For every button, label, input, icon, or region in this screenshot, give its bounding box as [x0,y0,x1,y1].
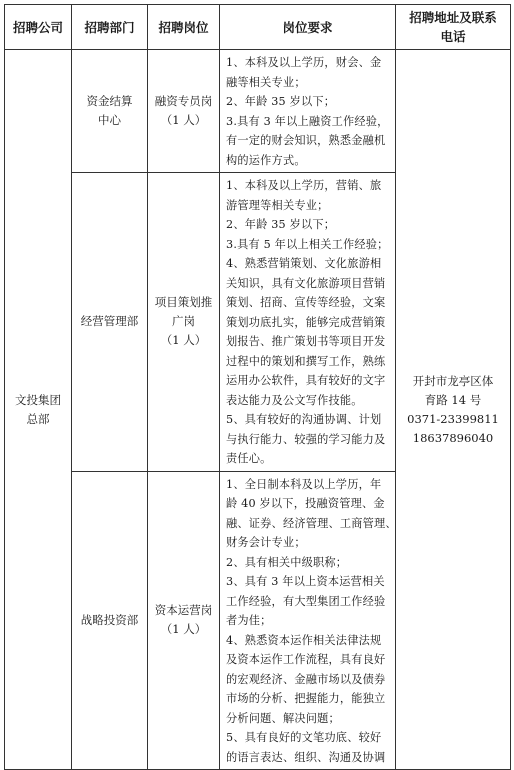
position-line2: （1 人） [160,622,207,637]
requirement-line: 融等相关专业； [226,75,306,89]
department-cell [72,50,148,173]
requirement-line: 3.具有 5 年以上相关工作经验； [226,237,389,251]
requirement-line: 策划、招商、宣传等经验，文案 [226,296,386,309]
requirement-line: 的语言表达、组织、沟通及协调 [226,750,386,764]
company-line2: 总部 [26,411,50,426]
contact-address-line1: 开封市龙亭区体 [412,373,494,388]
requirement-line: 表达能力及公文写作技能。 [226,393,363,407]
header-contact-line1: 招聘地址及联系 [409,10,497,25]
position-line1: 融资专员岗 [154,94,213,108]
requirement-line: 责任心。 [226,452,272,465]
requirements-cell [220,471,396,770]
requirement-line: 关知识，具有文化旅游项目营销 [226,276,386,290]
position-cell [148,50,220,173]
header-department: 招聘部门 [72,5,148,50]
requirement-line: 策划功底扎实，能够完成营销策 [226,315,386,329]
requirement-line: 2、年龄 35 岁以下； [226,218,336,231]
position-line1: 资本运营岗 [154,603,213,618]
requirement-line: 运用办公软件，具有较好的文字 [226,374,386,387]
requirements-cell [220,50,396,173]
requirement-line: 2、年龄 35 岁以下； [226,95,336,108]
company-cell [5,50,72,770]
position-line2: 广岗 [172,314,195,329]
department-line1: 战略投资部 [80,612,139,627]
requirement-line: 1、本科及以上学历，营销、旅 [226,179,382,192]
requirement-line: 龄 40 岁以下，投融资管理、金 [226,497,385,510]
requirement-line: 市场的分析、把握能力，能独立 [226,692,386,705]
requirement-line: 游管理等相关专业； [226,198,329,212]
contact-phone-landline: 0371-23399811 [407,411,499,426]
position-line1: 项目策划推 [154,295,213,310]
position-line3: （1 人） [160,333,207,348]
requirement-line: 4、熟悉营销策划、文化旅游相 [226,257,382,270]
department-cell [72,471,148,770]
header-requirements: 岗位要求 [220,5,396,50]
requirement-line: 过程中的策划和撰写工作，熟练 [226,354,386,368]
table-row [5,50,511,173]
requirement-line: 的宏观经济、金融市场以及债券 [226,672,386,686]
requirement-line: 1、本科及以上学历，财会、金 [226,56,382,69]
requirement-line: 3.具有 3 年以上融资工作经验， [226,114,389,128]
requirement-line: 分析问题、解决问题； [226,711,340,725]
requirement-line: 有一定的财会知识，熟悉金融机 [226,134,386,147]
department-line1: 资金结算 [86,94,133,108]
requirement-line: 2、具有相关中级职称； [226,555,348,569]
requirement-line: 者为佳； [226,614,272,627]
company-line1: 文投集团 [15,392,61,407]
department-line2: 中心 [98,113,121,127]
department-line1: 经营管理部 [80,314,139,329]
requirement-line: 财务会计专业； [226,536,306,549]
header-company: 招聘公司 [5,5,72,50]
requirement-line: 3、具有 3 年以上资本运营相关 [226,575,385,588]
requirement-line: 5、具有良好的文笔功底、较好 [226,731,382,744]
header-position: 招聘岗位 [148,5,220,50]
requirement-line: 1、全日制本科及以上学历，年 [226,477,382,491]
header-contact-line2: 电话 [440,29,466,44]
requirement-line: 5、具有较好的沟通协调、计划 [226,413,382,426]
position-cell [148,173,220,472]
position-line2: （1 人） [160,113,207,127]
requirement-line: 4、熟悉资本运作相关法律法规 [226,633,382,647]
requirement-line: 构的运作方式。 [226,153,306,167]
requirement-line: 与执行能力、较强的学习能力及 [226,432,386,446]
requirements-cell [220,173,396,472]
requirement-line: 融、证券、经济管理、工商管理、 [226,516,397,530]
contact-cell [396,50,511,770]
requirement-line: 工作经验，有大型集团工作经验 [226,594,386,608]
department-cell [72,173,148,472]
contact-address-line2: 育路 14 号 [424,392,482,407]
header-row [5,5,511,50]
requirement-line: 划报告、推广策划书等项目开发 [226,335,386,348]
recruitment-table [4,4,511,770]
requirement-line: 及资本运作工作流程，具有良好 [226,653,386,666]
position-cell [148,471,220,770]
header-contact [396,5,511,50]
contact-phone-mobile: 18637896040 [412,430,494,445]
